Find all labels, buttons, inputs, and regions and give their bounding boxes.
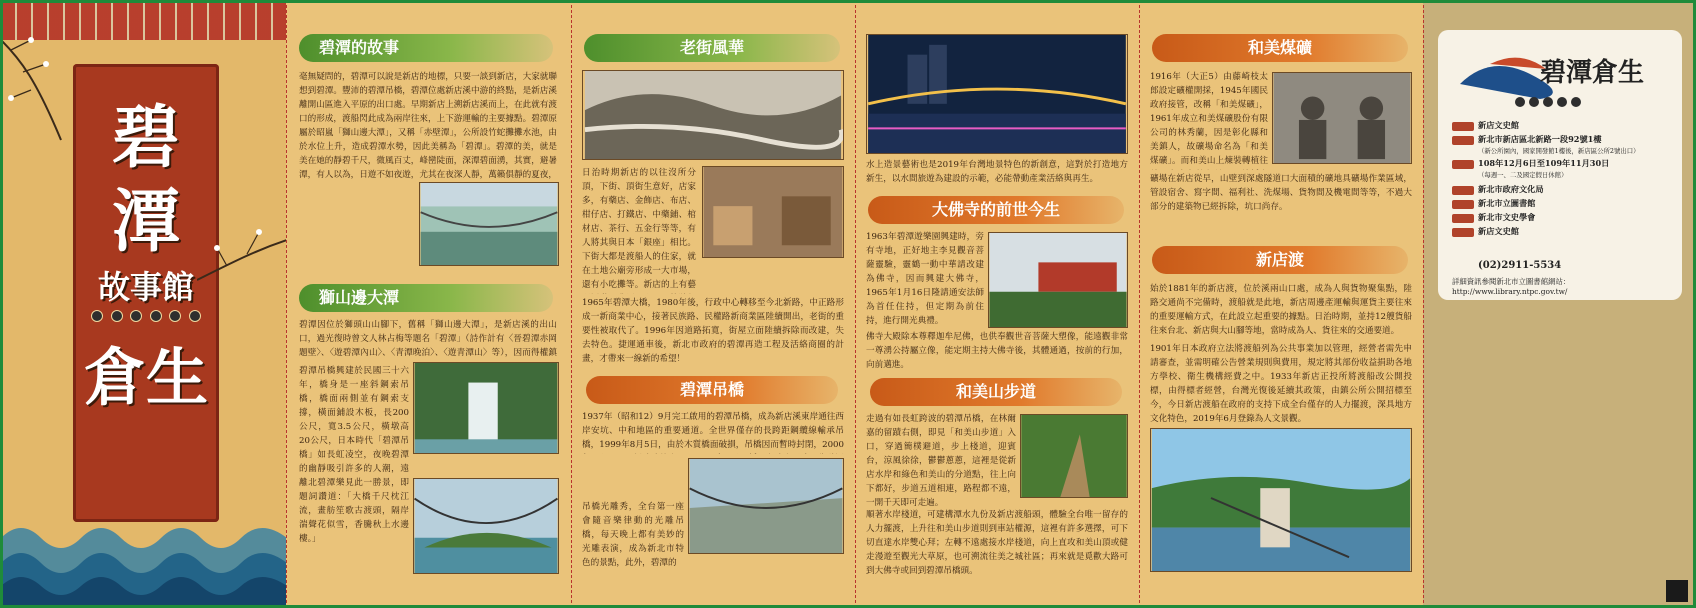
night-bridge-photo [866, 34, 1128, 154]
plum-branch-illustration [1, 30, 71, 150]
label-tag [1452, 122, 1474, 131]
website-info: 詳細資訊參閱新北市立圖書館網站： http://www.library.ntpc.gov.tw/ [1452, 277, 1571, 296]
section-heading-oldstreet: 老街風華 [584, 34, 840, 62]
ferryman-photo [1150, 428, 1412, 572]
label-tag [1452, 200, 1474, 209]
bridge-body-2: 吊橋光雕秀，全台第一座會隨音樂律動的光雕吊橋，每天晚上都有美妙的光雕表演，成為新北市特色的景點，此外，碧潭的 [582, 502, 684, 568]
waterfall-photo [413, 362, 559, 454]
website-link[interactable]: http://www.library.ntpc.gov.tw/ [1452, 287, 1568, 296]
label-tag [1452, 160, 1474, 169]
info-row-address: 新北市新店區北新路一段92號1樓 （新公所園內，國家開發館1樓後，新店區公所2號出口） [1452, 134, 1640, 157]
label-tag [1452, 136, 1474, 145]
temple-photo [988, 232, 1128, 328]
buddha-body-2: 佛寺大殿除本尊釋迦牟尼佛，也供奉觀世音菩薩大塑像，能遠觀非常一尊湧公持屬立像，能定期主持大佛寺後，其體通過，按前的行加，向前邁進。 [866, 332, 1128, 370]
qr-code-icon [1666, 580, 1688, 602]
cover-title-secondary: 倉生 [83, 341, 208, 414]
oldstreet-body: 日治時期新店的以往沒所分頂，下街、頂街生意好，店家多，有藥店、金飾店、布店、柑仔店、打鐵店、中藥鋪、棺材店、茶行、五金行等等，有人將其與日本「銀座」相比。下街大都是渡船人的住家，就在土地公廟旁形成一大市場，還有小吃攤等。新店的上有藝 [582, 168, 696, 290]
story-body: 毫無疑問的，碧潭可以說是新店的地標，只要一談到新店，大家就聯想到碧潭。豐沛的碧潭吊橋，碧潭位處新店溪中游的終點，是新店溪離開山區進入平原的出口處。早期新店上溯新店溪而上，在此就有渡口的形成，渡船閃此成為兩岸往來，上下游運輸的主要據點。碧潭原屬於昭嵐「獅山邊大潭」，又稱「赤壁潭」，公所設竹蛇攤攤水池，由於水位上升，造成碧潭水勢，因此美稱為「碧潭」。碧潭的美，就是美在她的靜碧千尺，微風百丈，峰巒陡面，深潭碧面湧，其實，避暑潭，有人以為，日遊不如夜遊，尤其在夜深人靜，萬籟俱靜的夏夜， [299, 72, 557, 180]
info-row-dates: 108年12月6日至109年11月30日 （每週一、二及國定假日休館） [1452, 158, 1609, 181]
coal-miners-photo [1272, 72, 1412, 164]
dot-icon [169, 310, 181, 322]
label-tag [1452, 228, 1474, 237]
cover-subtitle: 故事館 [97, 268, 194, 306]
coal-body-2: 礦場在新店從早，山壁到深處隧道口大面積的礦地具礦場作業區域，管設宿舍、寫字間、福利社、洗煤場、貨物間及機電間等等，不過大部分的建築物已經拆除，坑口尚存。 [1150, 174, 1412, 212]
night-caption: 水上造景藝術也是2019年台灣地景特色的新創意，這對於打造地方新生，以水間旅遊為建設的示範，必能帶動產業活絡與再生。 [866, 160, 1128, 184]
section-heading-ferry: 新店渡 [1152, 246, 1408, 274]
market-photo [702, 166, 844, 258]
section-heading-trail: 和美山步道 [870, 378, 1122, 406]
dot-icon [189, 310, 201, 322]
cover-icon-row [91, 310, 201, 322]
coal-body: 1916年（大正5）由藤崎枝太郎設定礦權開採，1945年國民政府接管，改稱「和美煤礦」，1961年成立和美煤礦股份有限公司的林秀蘭，因是彰化縣和美鎮人，故礦場命名為「和美煤礦」。而和美山上煉裝轉植往 [1150, 72, 1268, 166]
story-body-continued [299, 182, 415, 268]
bridge-photo [419, 182, 559, 266]
bridge-walkway-photo [688, 458, 844, 554]
logo-text: 碧潭倉生 [1540, 58, 1645, 88]
section-heading-bridge: 碧潭吊橋 [586, 376, 838, 404]
lion-body-intro: 碧潭因位於獅頭山山腳下，舊稱「獅山邊大潭」，是新店溪的出山口，過光復時曾文人林占梅等題名「碧潭」（詩作計有〈晉碧潭赤岡題壁〉、〈遊碧潭內山〉、〈青潭晚泊〉、〈遊青潭山〉等），因而得權鎮 [299, 320, 557, 358]
panel-coal-ferry [1139, 0, 1423, 608]
trail-body-2: 順著水岸棧道，可建構潭水九份及新店渡船頭，體驗全台唯一留存的人力擺渡，上升往和美山步道則到車站權源，這裡有許多選擇，可下切直達水岸雙心拜；左轉不遠處接水岸棧道，向上直攻和美山頂或健走漫遊至觀光大草原，也可溯流往美之城社區；再來就是覓歡大路可到大佛寺或回到碧潭吊橋頭。 [866, 510, 1128, 576]
ferry-body: 始於1881年的新店渡，位於溪兩山口處，成為人與貨物聚集點，陸路交通尚不完備時，渡船就是此地，新店周邊產運輸與運貨主要往來的重要運輸方式，在此設立起重要的據點。日治時期，並持12艘貨船往來台北、新店與大山腳等地，當時成為人、貨往來的交通要道。 [1150, 284, 1412, 336]
phone-number: (02)2911-5534 [1478, 260, 1562, 271]
panel-story [286, 0, 571, 608]
panel-buddha [855, 0, 1139, 608]
panel-oldstreet [571, 0, 855, 608]
dot-icon [91, 310, 103, 322]
label-tag [1452, 214, 1474, 223]
label-tag [1452, 186, 1474, 195]
historic-valley-photo [582, 70, 844, 160]
info-row-venue: 新店文史館 [1452, 226, 1519, 237]
cover-title: 碧潭 [111, 98, 180, 262]
suspension-bridge-photo [413, 478, 559, 574]
plum-branch-illustration [197, 220, 287, 290]
ferry-body-2: 1901年日本政府立法將渡船列為公共事業加以管理，經營者需先申請審查，並需明確公告營業規則與費用，規定將其部份收益捐助各地方學校、衛生機構經費之中。1933年新店正投所將渡船改公開投標，由得標者經營，台灣光復後延續其政策，由鎮公所公開招標至今，今日新店渡船在政府的支持下成全台僅存的人力擺渡，深具地方文化特色，2019年6月登錄為人文景觀。 [1150, 344, 1412, 424]
info-row-organizer: 新北市政府文化局 [1452, 184, 1544, 195]
section-heading-story: 碧潭的故事 [299, 34, 553, 62]
info-row-name: 新店文史館 [1452, 120, 1519, 131]
section-heading-buddha: 大佛寺的前世今生 [868, 196, 1124, 224]
buddha-body: 1963年碧潭遊樂園興建時，旁有寺地，正好地主李見觀音菩薩靈驗，靈鶴一動中華請改建為佛寺，因而興建大佛寺，1965年1月16日隆請通安法師為首任住持，但定期為前住持，進行開光典禮。 [866, 232, 984, 326]
trail-body: 走過有如長虹跨波的碧潭吊橋，在林爾嘉的留蹟右側，即見「和美山步道」入口，穿過簡樸避道，步上棧道，迎賓台，涼風徐徐，鬱鬱蔥蔥，這裡是從新店水岸和綠色和美山的分道點，往上向下都好，步道五道相連，路程都不遠，一開千天即可走遍。 [866, 414, 1016, 508]
cover-panel [0, 0, 286, 608]
info-row-library: 新北市立圖書館 [1452, 198, 1535, 209]
wave-pattern-illustration [1, 498, 287, 608]
dot-icon [111, 310, 123, 322]
section-heading-coal: 和美煤礦 [1152, 34, 1408, 62]
section-heading-lion: 獅山邊大潭 [299, 284, 553, 312]
bridge-body: 1937年（昭和12）9月完工啟用的碧潭吊橋，成為新店溪東岸通往西岸安坑、中和地區的重要通道。全世界僅存的長跨距鋼纜線輸承吊橋，1999年8月5日，由於木質橋面破損，吊橋因而暫時封閉，2000 [582, 412, 844, 450]
forest-trail-photo [1020, 414, 1128, 498]
info-row-society: 新北市文史學會 [1452, 212, 1535, 223]
oldstreet-body-2: 1965年碧潭大橋，1980年後，行政中心轉移至今北新路，中正路形成一新商業中心，接著民族路、民權路新商業區陸續開出，老街的重要性被取代了。1996年因道路拓寬，街屋立面陸續拆除而改建，失去特色。捷運通車後，新北市政府的碧潭再造工程及活絡商圈的計畫，才帶來一線新的希望！ [582, 298, 844, 364]
dot-icon [130, 310, 142, 322]
lion-body: 碧潭吊橋興建於民國三十六年，橋身是一座斜鋼索吊橋，橋面兩側並有鋼索支撐，橫面鋪設木板，長200公尺，寬3.5公尺，橫墩高20公尺，日本時代「碧潭吊橋」如長虹凌空，夜晚碧潭的幽靜吸引許多的人潮，遠離北碧潭樂見此一勝景，即題詞讚道：「大橋千尺枕江流，畫舫笙歌古渡頭，隔岸湍聲花似雪，香騰秋上水邊樓。」 [299, 366, 409, 544]
dot-icon [150, 310, 162, 322]
